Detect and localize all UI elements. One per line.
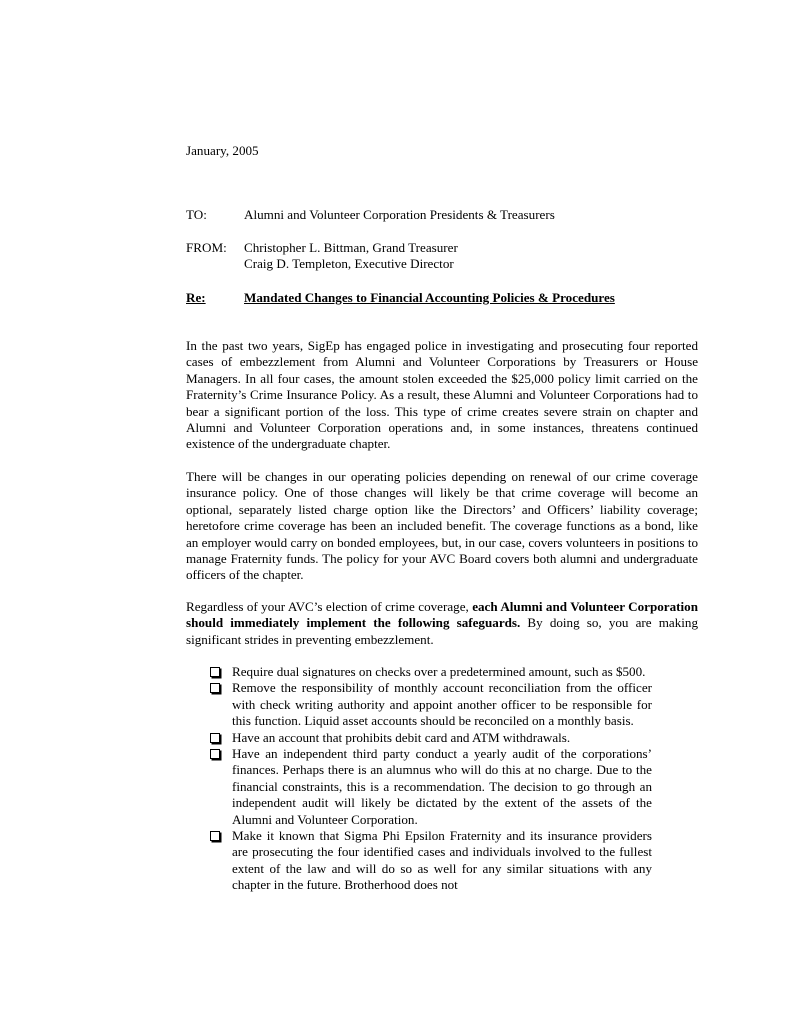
- safeguard-text: Have an account that prohibits debit card and ATM withdrawals.: [232, 729, 571, 745]
- to-label: TO:: [186, 207, 207, 222]
- safeguard-item: [207, 746, 652, 828]
- safeguard-item: [207, 828, 652, 894]
- paragraph-policy-changes: There will be changes in our operating policies depending on renewal of our crime coverage insurance policy. One of those changes will likely be that crime coverage will become an optional, separately listed charge option like the Directors’ and Officers’ liability coverage; heretofore crime coverage has been an included benefit. The coverage functions as a bond, like an employer would carry on bonded employees, but, in our case, covers volunteers in positions to manage Fraternity funds. The policy for your AVC Board covers both alumni and undergraduate officers of the chapter.: [186, 469, 698, 583]
- checkbox-icon: [210, 831, 220, 841]
- safeguard-item: [207, 664, 652, 680]
- paragraph-embezzlement-cases: In the past two years, SigEp has engaged police in investigating and prosecuting four reported cases of embezzlement from Alumni and Volunteer Corporations by Treasurers or House Managers. In all four cases, the amount stolen exceeded the $25,000 policy limit carried on the Fraternity’s Crime Insurance Policy. As a result, these Alumni and Volunteer Corporations had to bear a significant portion of the loss. This type of crime creates severe strain on chapter and Alumni and Volunteer Corporation operations and, in some instances, threatens continued existence of the undergraduate chapter.: [186, 338, 698, 452]
- checkbox-icon: [210, 667, 220, 677]
- safeguard-text: Have an independent third party conduct a yearly audit of the corporations’ finances. Perhaps there is an alumnus who will do this at no charge. Due to the financial constraints, this is a recommendation. The decision to go through an independent audit will likely be dictated by the extent of the assets of the Alumni and Volunteer Corporation.: [232, 746, 652, 827]
- re-label: Re:: [186, 290, 206, 305]
- memo-date: January, 2005: [186, 143, 259, 158]
- from-label: FROM:: [186, 240, 227, 255]
- to-row: [186, 207, 706, 224]
- from-senders: [244, 240, 458, 273]
- safeguard-item: [207, 680, 652, 729]
- from-row: [186, 240, 706, 273]
- safeguard-item: [207, 730, 652, 746]
- checkbox-icon: [210, 733, 220, 743]
- safeguard-text: Require dual signatures on checks over a predetermined amount, such as $500.: [232, 664, 646, 679]
- safeguards-checklist: [207, 664, 652, 894]
- re-subject: Mandated Changes to Financial Accounting Policies & Procedures: [244, 290, 615, 305]
- safeguard-text: Remove the responsibility of monthly account reconciliation from the officer with check writing authority and appoint another officer to be responsible for this function. Liquid asset accounts should be reconciled on a monthly basis.: [232, 680, 652, 729]
- intro-emphasis-text: each Alumni and Volunteer Corporation should immediately implement the following safeguards.: [186, 599, 698, 631]
- paragraph-safeguards-intro: [186, 599, 698, 648]
- sender-executive-director: Craig D. Templeton, Executive Director: [244, 256, 454, 272]
- intro-tail-text: By doing so, you are making significant strides in preventing embezzlement.: [186, 615, 698, 647]
- to-recipients: Alumni and Volunteer Corporation Presidents & Treasurers: [244, 207, 555, 222]
- checkbox-icon: [210, 683, 220, 693]
- intro-lead-text: Regardless of your AVC’s election of crime coverage,: [186, 599, 473, 614]
- sender-treasurer: Christopher L. Bittman, Grand Treasurer: [244, 240, 458, 255]
- re-row: [186, 290, 706, 307]
- checkbox-icon: [210, 749, 220, 759]
- safeguard-text: Make it known that Sigma Phi Epsilon Fraternity and its insurance providers are prosecuting the four identified cases and individuals involved to the fullest extent of the law and will do so as well for any similar situations with any chapter in the future. Brotherhood does not: [232, 828, 652, 893]
